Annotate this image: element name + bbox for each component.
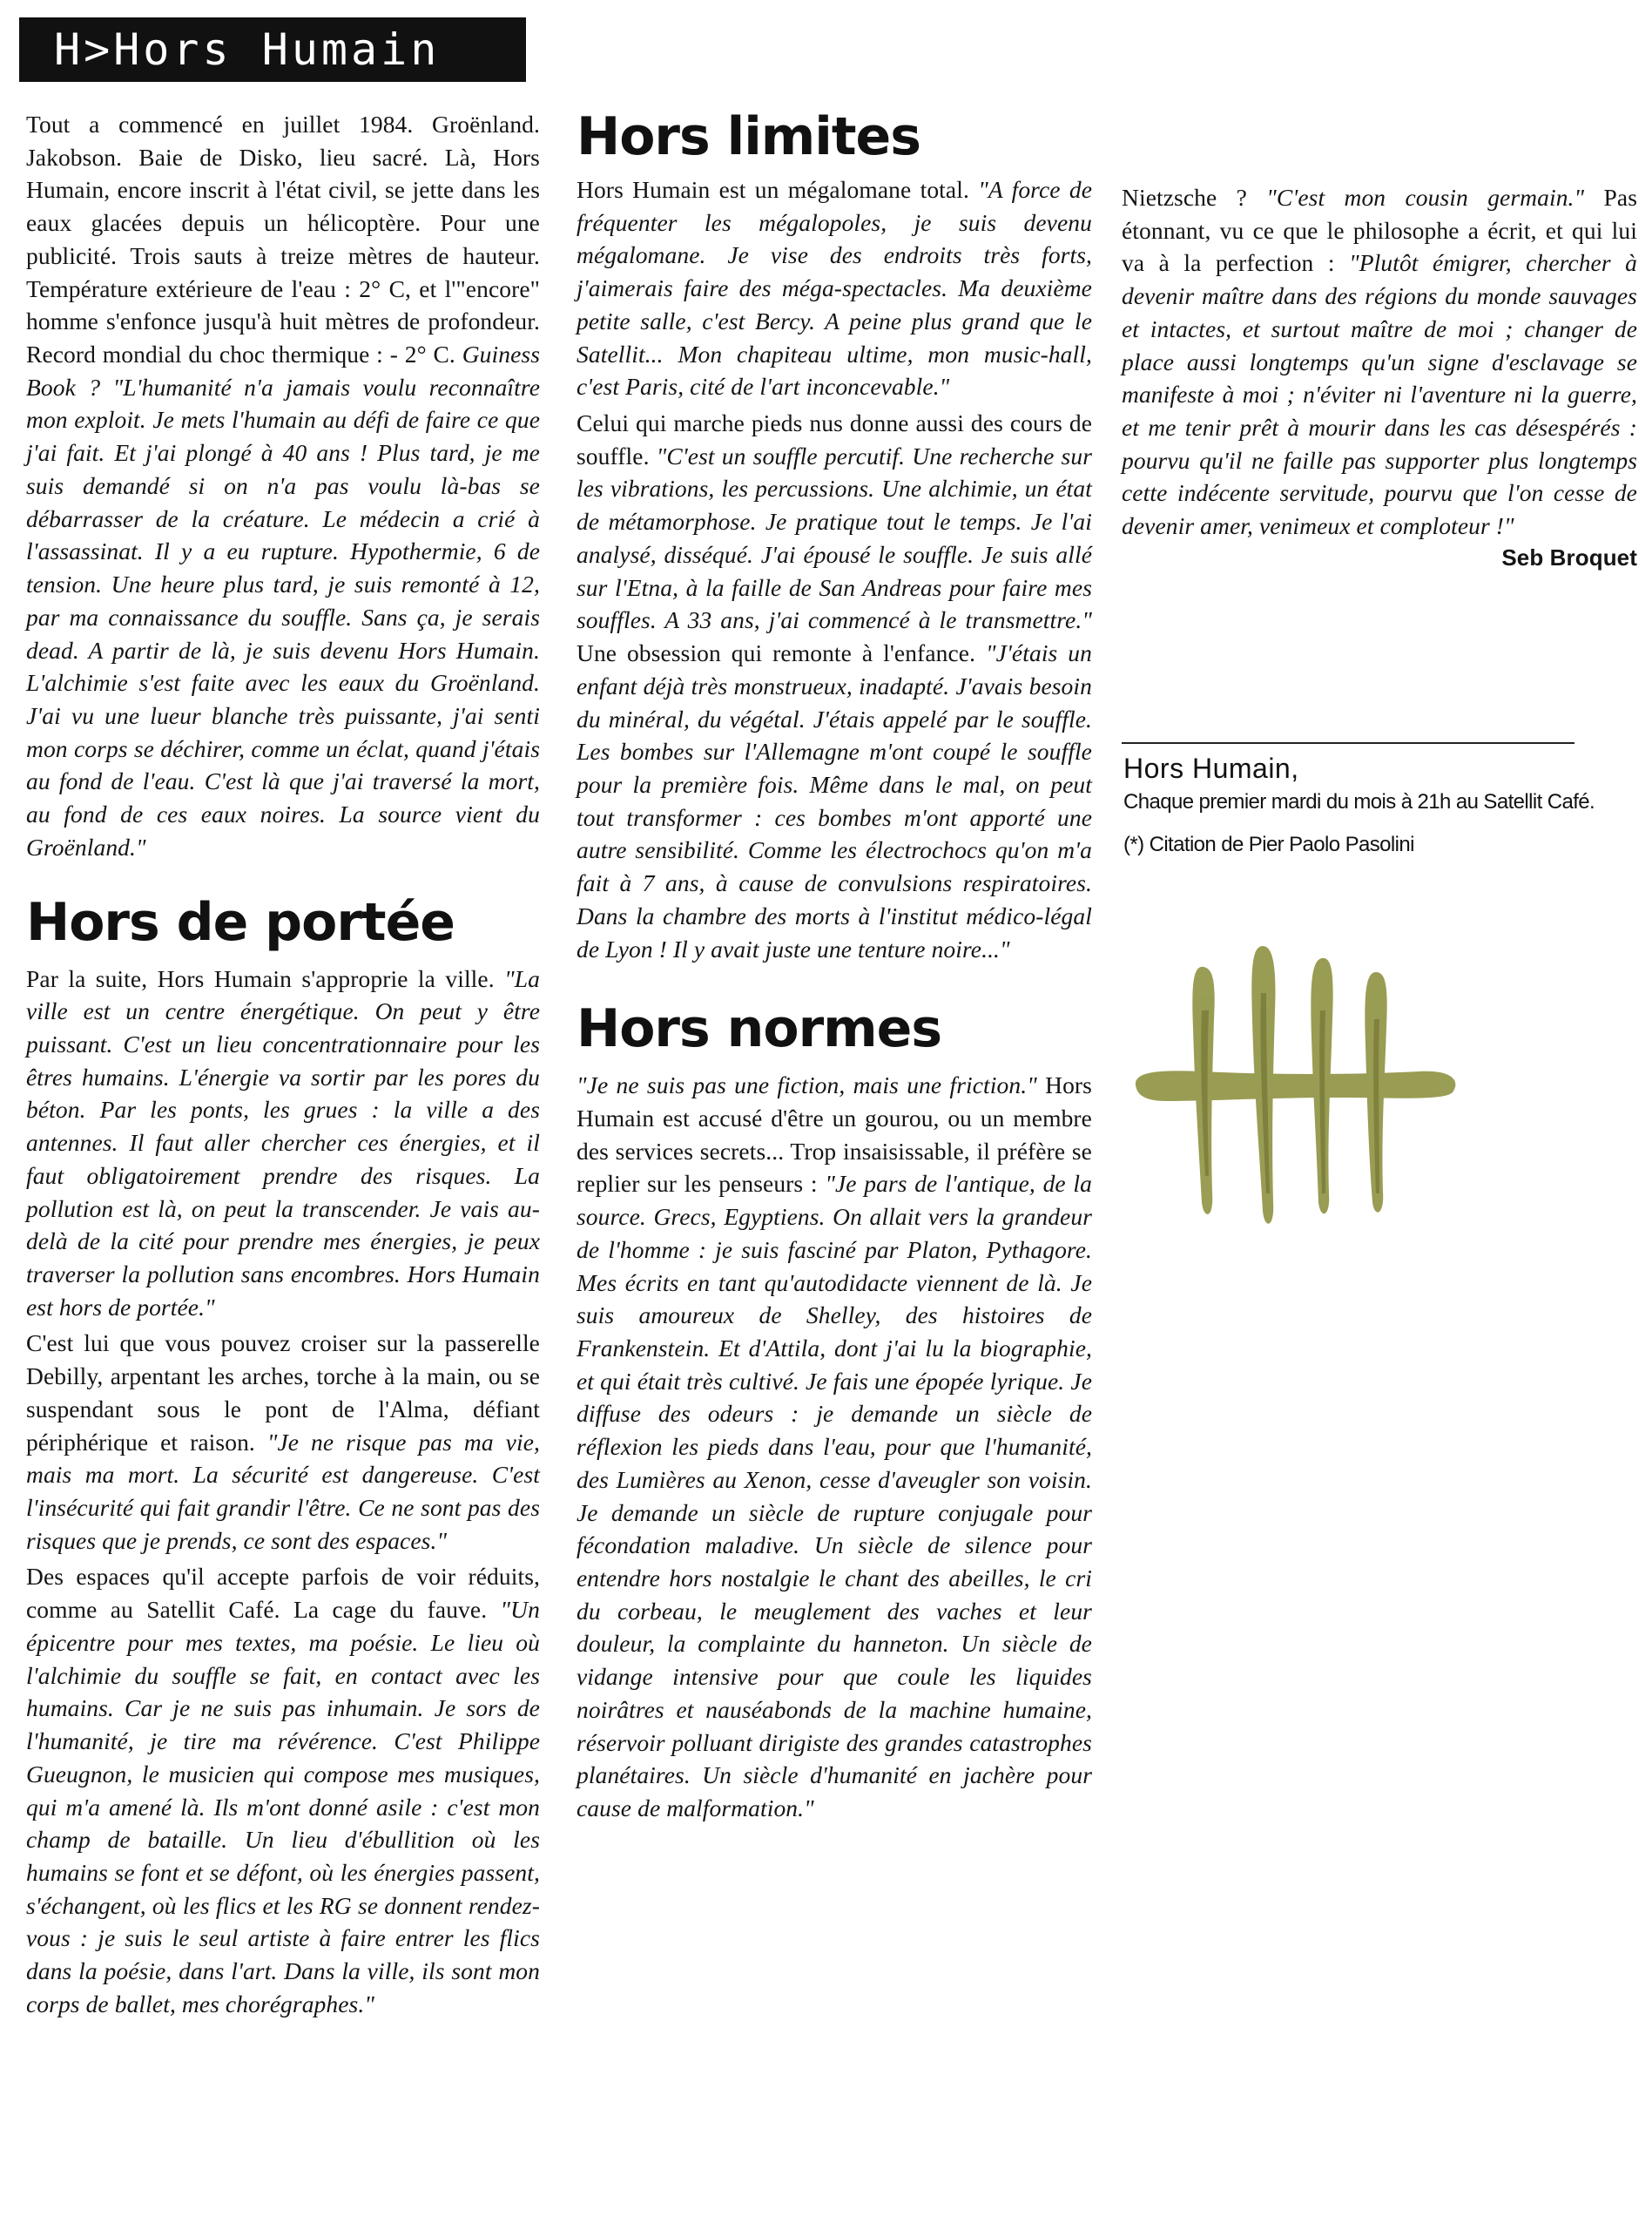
quote-run: "C'est mon cousin germain."	[1266, 184, 1585, 211]
credit-footnote: (*) Citation de Pier Paolo Pasolini	[1123, 833, 1414, 857]
column-2	[577, 106, 1092, 1825]
paragraph-debilly	[26, 1327, 540, 1557]
quote-run: "A force de fréquenter les mégalopoles, je suis devenu mégalomane. Je vise des endroits très forts, j'aimerais faire des méga-spectacles. Ma deuxième petite salle, c'est Bercy. A peine plus grand que le Satellit... Mon chapiteau ultime, mon music-hall, c'est Paris, cité de l'art inconcevable."	[577, 176, 1093, 401]
quote-run: "La ville est un centre énergétique. On peut y être puissant. C'est un lieu concentrationnaire pour les êtres humains. L'énergie va sortir par les pores du béton. Par les ponts, les grues : la ville a des antennes. Il faut aller chercher ces énergies, et il faut obligatoirement prendre des risques. La pollution est là, on peut la transcender. Je vais au-delà de la cité pour prendre mes énergies, je peux traverser la pollution sans encombres. Hors Humain est hors de portée."	[26, 964, 540, 1321]
author-signature: Seb Broquet	[1501, 544, 1637, 571]
credit-name: Hors Humain,	[1123, 753, 1299, 784]
quote-run: "Je ne suis pas une fiction, mais une friction."	[577, 1071, 1037, 1099]
quote-run: "C'est un souffle percutif. Une recherche sur les vibrations, les percussions. Une alchimie, un état de métamorphose. Je pratique tout le temps. Je l'ai analysé, disséqué. J'ai épousé le souffle. Je suis allé sur l'Etna, à la faille de San Andreas pour faire mes souffles. A 33 ans, j'ai commencé à le transmettre."	[577, 442, 1092, 634]
quote-run: "Plutôt émigrer, chercher à devenir maître dans des régions du monde sauvages et intactes, et surtout maître de moi ; changer de place aussi longtemps qu'un signe d'esclavage se manifeste à moi ; n'éviter ni l'aventure ni la guerre, et me tenir prêt à mourir dans les cas désespérés : pourvu qu'il ne faille pas supporter plus longtemps cette indécente servitude, pourvu que l'on cesse de devenir amer, venimeux et comploteur !"	[1122, 249, 1637, 540]
heading-hors-de-portee: Hors de portée	[26, 891, 455, 953]
quote-run: "Un épicentre pour mes textes, ma poésie. Le lieu où l'alchimie du souffle se fait, en contact avec les humains. Car je ne suis pas inhumain. Je sors de l'humanité, je tire ma révérence. C'est Philippe Gueugnon, le musicien qui compose mes musiques, qui m'a amené là. Ils m'ont donné asile : c'est mon champ de bataille. Un lieu d'ébullition où les humains se font et se défont, où les énergies passent, s'échangent, où les flics et les RG se donnent rendez-vous : je suis le seul artiste à faire entrer les flics dans la poésie, dans l'art. Dans la ville, ils sont mon corps de ballet, mes chorégraphes."	[26, 1596, 540, 2017]
text-run: C'est lui que vous pouvez croiser sur la passerelle Debilly, arpentant les arches, torche à la main, ou se suspendant sous le pont de l'Alma, défiant périphérique et raison.	[26, 1329, 540, 1456]
paragraph-fiction	[577, 1069, 1092, 1825]
quote-run: "Je ne risque pas ma vie, mais ma mort. La sécurité est dangereuse. C'est l'insécurité qui fait grandir l'être. Ce ne sont pas des risques que je prends, ce sont des espaces."	[26, 1428, 540, 1554]
text-run: Nietzsche ?	[1122, 184, 1267, 211]
quote-run: "J'étais un enfant déjà très monstrueux, inadapté. J'avais besoin du minéral, du végétal. J'étais appelé par le souffle. Les bombes sur l'Allemagne m'ont coupé le souffle pour la première fois. Même dans le mal, on peut tout transformer : ces bombes m'ont apporté une autre sensibilité. Comme les électrochocs qu'on m'a fait à 7 ans, à cause de convulsions respiratoires. Dans la chambre des morts à l'institut médico-légal de Lyon ! Il y avait juste une tenture noire..."	[577, 639, 1092, 963]
heading-hors-limites: Hors limites	[577, 106, 920, 167]
tally-cross-stroke	[1136, 1071, 1455, 1101]
heading-hors-normes: Hors normes	[577, 998, 942, 1060]
text-run: Pas étonnant, vu ce que le philosophe a écrit, et qui lui va à la perfection :	[1122, 184, 1637, 277]
text-run: Tout a commencé en juillet 1984. Groënland. Jakobson. Baie de Disko, lieu sacré. Là, Hors Humain, encore inscrit à l'état civil, se jette dans les eaux glacées depuis un hélicoptère. Pour une publicité. Trois sauts à treize mètres de hauteur. Température extérieure de l'eau : 2° C, et l'"encore" homme s'enfonce jusqu'à huit mètres de profondeur. Record mondial du choc thermique : - 2° C.	[26, 111, 540, 368]
quote-run: Guiness Book ? "L'humanité n'a jamais voulu reconnaître mon exploit. Je mets l'humain au défi de faire ce que j'ai fait. Et j'ai plongé à 40 ans ! Plus tard, je me suis demandé si on n'a pas voulu là-bas se débarrasser de la créature. Le médecin a crié à l'assassinat. Il y a eu rupture. Hypothermie, 6 de tension. Une heure plus tard, je suis remonté à 12, par ma connaissance du souffle. Sans ça, je serais dead. A partir de là, je suis devenu Hors Humain. L'alchimie s'est faite avec les eaux du Groënland. J'ai vu une lueur blanche très puissante, j'ai senti mon corps se déchirer, comme un éclat, quand j'étais au fond de l'eau. C'est là que j'ai traversé la mort, au fond de ces eaux noires. La source vient du Groënland."	[26, 341, 540, 861]
credit-box	[1123, 751, 1637, 861]
paragraph-intro	[26, 108, 540, 864]
paragraph-satellit	[26, 1560, 540, 2020]
tally-marks-illustration	[1132, 915, 1463, 1246]
divider-rule	[1122, 742, 1574, 744]
text-run: Celui qui marche pieds nus donne aussi des cours de souffle.	[577, 409, 1092, 470]
text-run: Des espaces qu'il accepte parfois de voir réduits, comme au Satellit Café. La cage du fauve.	[26, 1563, 540, 1624]
nietzsche-text	[1122, 184, 1637, 539]
paragraph-souffle	[577, 407, 1092, 965]
column-3	[1122, 181, 1637, 574]
text-run: Hors Humain est accusé d'être un gourou, ou un membre des services secrets... Trop insaisissable, il préfère se replier sur les penseurs :	[577, 1071, 1092, 1198]
paragraph-nietzsche	[1122, 181, 1637, 571]
text-run: Une obsession qui remonte à l'enfance.	[577, 639, 986, 667]
text-run: Hors Humain est un mégalomane total.	[577, 176, 979, 203]
quote-run: "Je pars de l'antique, de la source. Grecs, Egyptiens. On allait vers la grandeur de l'homme : je suis fasciné par Platon, Pythagore. Mes écrits en tant qu'autodidacte viennent de là. Je suis amoureux de Shelley, des histoires de Frankenstein. Et d'Attila, dont j'ai lu la biographie, et qui était très cultivé. Je fais une épopée lyrique. Je diffuse des odeurs : je demande un siècle de réflexion les pieds dans l'eau, pour que l'humanité, des Lumières au Xenon, cesse d'aveugler son voisin. Je demande un siècle de rupture conjugale pour fécondation maladive. Un siècle de silence pour entendre hors nostalgie le chant des abeilles, le cri du corbeau, le meuglement des vaches et leur douleur, la complainte du hanneton. Un siècle de vidange intensive pour que coule les liquides noirâtres et nauséabonds de la machine humaine, réservoir polluant dirigiste des grandes catastrophes planétaires. Un siècle d'humanité en jachère pour cause de malformation."	[577, 1170, 1092, 1822]
paragraph-megalomane	[577, 173, 1092, 403]
column-1	[26, 108, 540, 2021]
credit-schedule: Chaque premier mardi du mois à 21h au Satellit Café.	[1123, 789, 1595, 814]
text-run: Par la suite, Hors Humain s'approprie la ville.	[26, 964, 505, 992]
section-header: H>Hors Humain	[19, 17, 526, 82]
paragraph-ville	[26, 963, 540, 1324]
